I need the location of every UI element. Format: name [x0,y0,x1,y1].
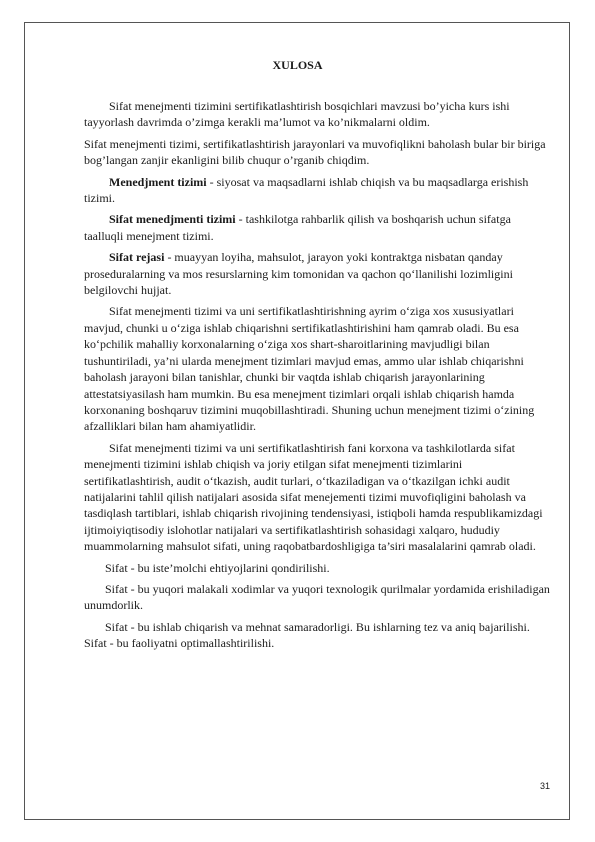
paragraph-2: Sifat menejmenti tizimi, sertifikatlashtirish jarayonlari va muvofiqlikni baholash bular bir biriga bog’langan zanjir ekanligini bilib chuqur o’rganib chiqdim. [84,136,546,168]
page-title: XULOSA [272,58,323,72]
term-sifat-rejasi: Sifat rejasi [109,250,165,265]
paragraph-5 [84,249,552,298]
paragraph-10: Sifat - bu ishlab chiqarish va mehnat samaradorligi. Bu ishlarning tez va aniq bajarilishi. Sifat - bu faoliyatni optimallashtirilishi. [84,619,530,651]
document-body [84,98,552,657]
definition-sifat-menedjmenti-tizimi: - tashkilotga rahbarlik qilish va boshqarish uchun sifatga taalluqli menejment tizimi. [84,212,511,243]
paragraph-7: Sifat menejmenti tizimi va uni sertifikatlashtirish fani korxona va tashkilotlarda sifat menejmenti tizimini ishlab chiqish va joriy etilgan sifat menejmenti tizimlarini sertifikatlashtirish, audit o‘tkazish, audit turlari, o‘tkaziladigan va o‘tkazilgan ichki audit natijalarini tahlil qilish natijalari asosida sifat menejementi tizimi muvofiqligini baholash va tasdiqlash tartiblari, ishlab chiqarish rivojining tendensiyasi, istiqboli hamda respublikamizdagi ijtimoiyiqtisodiy islohotlar natijalari va sertifikatlashtirish sohasidagi xalqaro, hududiy muammolarning mahsulot sifati, uning raqobatbardoshligiga ta’siri masalalarini qamrab oladi. [84,440,543,554]
paragraph-8: Sifat - bu iste’molchi ehtiyojlarini qondirilishi. [105,560,330,575]
paragraph-3 [84,174,552,207]
paragraph-6: Sifat menejmenti tizimi va uni sertifikatlashtirishning ayrim o‘ziga xos xususiyatlari mavjud, chunki u o‘ziga ishlab chiqarishni sertifikatlashtirishini ham qamrab oladi. Bu esa ko‘pchilik mahalliy korxonalarning o‘ziga xos shart-sharoitlarining mavjudligi bilan tushuntiriladi, ya’ni ularda menejment tizimlari mavjud emas, ammo ular ishlab chiqarishni baholash jarayoni bilan tanishlar, chunki bir vaqtda ishlab chiqarish jarayonlarining attestatsiyasilash ham mumkin. Bu esa menejment tizimlari orqali ishlab chiqarish hamda korxonaning boshqaruv tizimini muqobillashtiradi. Shuning uchun menejment tizimi o‘zining afzalliklari bilan ham ahamiyatlidir. [84,304,535,434]
paragraph-4 [84,211,552,244]
term-menedjment-tizimi: Menedjment tizimi [109,174,207,189]
paragraph-9: Sifat - bu yuqori malakali xodimlar va yuqori texnologik qurilmalar yordamida erishiladigan unumdorlik. [84,581,550,613]
definition-sifat-rejasi: - muayyan loyiha, mahsulot, jarayon yoki kontraktga nisbatan qanday proseduralarning va mos resurslarning kim tomonidan va qachon qo‘llanilishi lozimligini belgilovchi hujjat. [84,250,513,298]
paragraph-1: Sifat menejmenti tizimini sertifikatlashtirish bosqichlari mavzusi bo’yicha kurs ishi tayyorlash davrimda o’zimga kerakli ma’lumot va ko’nikmalarni oldim. [84,99,510,130]
page-number: 31 [540,781,551,791]
definition-menedjment-tizimi: - siyosat va maqsadlarni ishlab chiqish va bu maqsadlarga erishish tizimi. [84,174,529,206]
term-sifat-menedjmenti-tizimi: Sifat menedjmenti tizimi [109,212,236,227]
